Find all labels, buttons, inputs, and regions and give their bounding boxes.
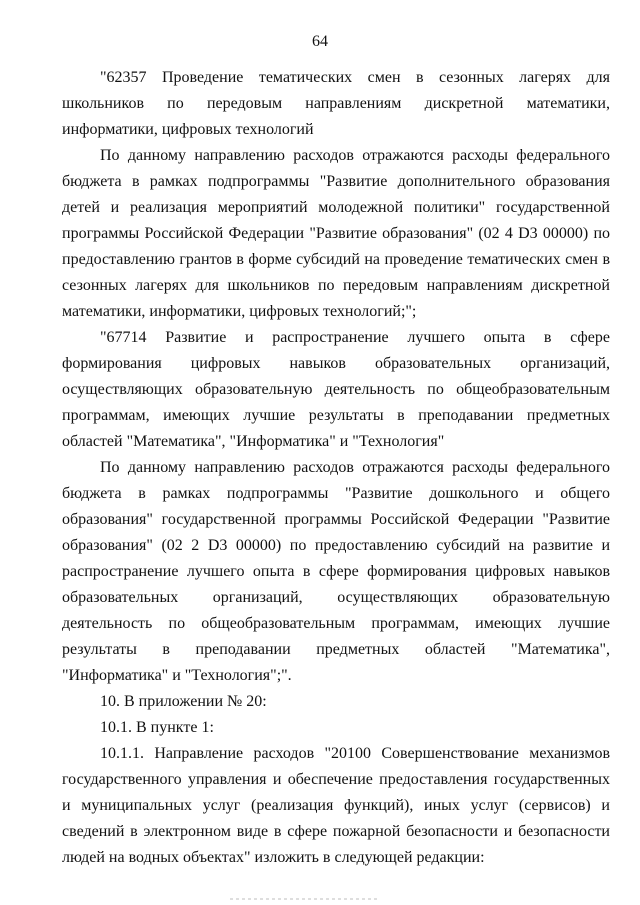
paragraph-62357-description: По данному направлению расходов отражаются расходы федерального бюджета в рамках подпрограммы "Развитие дополнительного образования детей и реализация мероприятий молодежной политики" государственной программы Российской Федерации "Развитие образования" (02 4 D3 00000) по предоставлению грантов в форме субсидий на проведение тематических смен в сезонных лагерях для школьников по передовым направлениям дискретной математики, информатики, цифровых технологий;"; [62, 147, 610, 320]
scan-artifact [230, 898, 380, 900]
page-number: 64 [312, 33, 328, 50]
paragraph-62357-title: "62357 Проведение тематических смен в сезонных лагерях для школьников по передовым направлениям дискретной математики, информатики, цифровых технологий [62, 69, 610, 138]
paragraph-item-10: 10. В приложении № 20: [100, 693, 267, 710]
paragraph-item-10-1: 10.1. В пункте 1: [100, 719, 214, 736]
document-body [62, 65, 610, 871]
paragraph-67714-title: "67714 Развитие и распространение лучшего опыта в сфере формирования цифровых навыков образовательных организаций, осуществляющих образовательную деятельность по общеобразовательным программам, имеющих лучшие результаты в преподавании предметных областей "Математика", "Информатика" и "Технология" [62, 329, 610, 450]
paragraph-67714-description: По данному направлению расходов отражаются расходы федерального бюджета в рамках подпрограммы "Развитие дошкольного и общего образования" государственной программы Российской Федерации "Развитие образования" (02 2 D3 00000) по предоставлению субсидий на развитие и распространение лучшего опыта в сфере формирования цифровых навыков образовательных организаций, осуществляющих образовательную деятельность по общеобразовательным программам, имеющих лучшие результаты в преподавании предметных областей "Математика", "Информатика" и "Технология";". [62, 459, 610, 684]
paragraph-item-10-1-1: 10.1.1. Направление расходов "20100 Совершенствование механизмов государственного управления и обеспечение предоставления государственных и муниципальных услуг (реализация функций), иных услуг (сервисов) и сведений в электронном виде в сфере пожарной безопасности и безопасности людей на водных объектах" изложить в следующей редакции: [62, 745, 610, 866]
